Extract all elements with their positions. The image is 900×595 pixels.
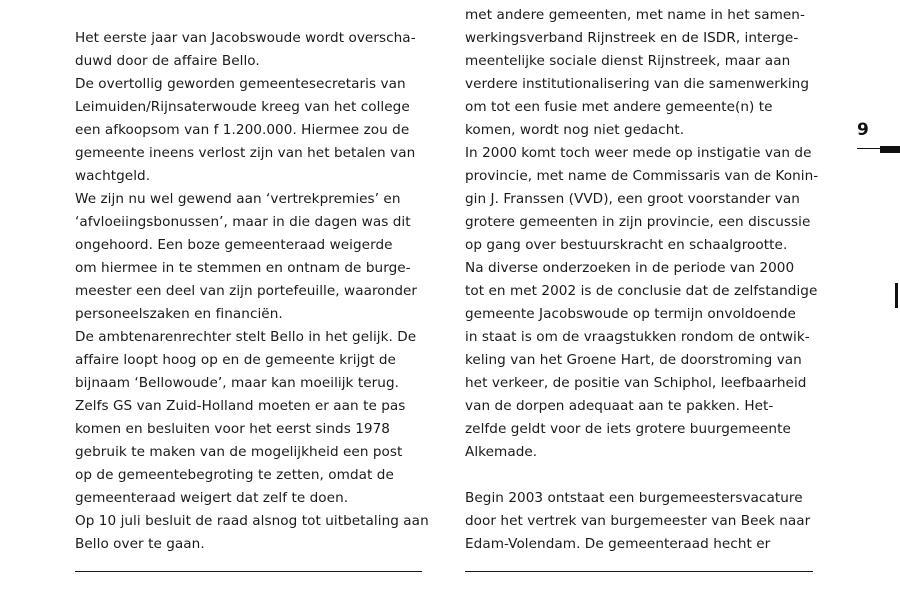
text-line: Leimuiden/Rijnsaterwoude kreeg van het college — [75, 99, 410, 115]
text-line: om hiermee in te stemmen en ontnam de burge- — [75, 260, 411, 276]
text-line: tot en met 2002 is de conclusie dat de zelfstandige — [465, 283, 818, 299]
text-line: gemeente ineens verlost zijn van het betalen van — [75, 145, 416, 161]
text-line: We zijn nu wel gewend aan ‘vertrekpremies’ en — [75, 191, 401, 207]
text-line: op gang over bestuurskracht en schaalgrootte. — [465, 237, 788, 253]
text-line: door het vertrek van burgemeester van Beek naar — [465, 513, 811, 529]
right-column-lines — [465, 0, 819, 556]
text-line: het verkeer, de positie van Schiphol, leefbaarheid — [465, 375, 807, 391]
left-text-column — [75, 0, 429, 556]
text-line: bijnaam ‘Bellowoude’, maar kan moeilijk terug. — [75, 375, 399, 391]
text-line: komen, wordt nog niet gedacht. — [465, 122, 685, 138]
text-line: ‘afvloeiingsbonussen’, maar in die dagen was dit — [75, 214, 411, 230]
text-line: meester een deel van zijn portefeuille, waaronder — [75, 283, 418, 299]
text-line: ongehoord. Een boze gemeenteraad weigerde — [75, 237, 393, 253]
text-line: een afkoopsom van f 1.200.000. Hiermee zou de — [75, 122, 410, 138]
text-line: Bello over te gaan. — [75, 536, 205, 552]
text-line: op de gemeentebegroting te zetten, omdat de — [75, 467, 394, 483]
text-line: zelfde geldt voor de iets grotere buurgemeente — [465, 421, 791, 437]
text-line: gemeenteraad weigert dat zelf te doen. — [75, 490, 349, 506]
text-line: Begin 2003 ontstaat een burgemeestersvacature — [465, 490, 803, 506]
right-text-column — [465, 0, 819, 556]
text-line: van de dorpen adequaat aan te pakken. Het- — [465, 398, 774, 414]
text-line: gebruik te maken van de mogelijkheid een post — [75, 444, 403, 460]
right-bottom-rule — [465, 571, 813, 572]
text-line: komen en besluiten voor het eerst sinds 1978 — [75, 421, 390, 437]
text-line: met andere gemeenten, met name in het samen- — [465, 7, 805, 23]
text-line: werkingsverband Rijnstreek en de ISDR, interge- — [465, 30, 799, 46]
text-line: meentelijke sociale dienst Rijnstreek, maar aan — [465, 53, 791, 69]
edge-tick-mark — [895, 283, 898, 308]
text-line: Het eerste jaar van Jacobswoude wordt overscha- — [75, 30, 416, 46]
text-line: personeelszaken en financiën. — [75, 306, 283, 322]
text-line: om tot een fusie met andere gemeente(n) te — [465, 99, 773, 115]
text-line: Na diverse onderzoeken in de periode van 2000 — [465, 260, 795, 276]
paragraph-gap — [465, 464, 813, 487]
left-bottom-rule — [75, 571, 422, 572]
text-line: Edam-Volendam. De gemeenteraad hecht er — [465, 536, 771, 552]
page-marker-block — [880, 146, 900, 153]
text-line: provincie, met name de Commissaris van de Konin- — [465, 168, 819, 184]
text-line: In 2000 komt toch weer mede op instigatie van de — [465, 145, 812, 161]
left-column-lines — [75, 0, 429, 556]
text-line: De ambtenarenrechter stelt Bello in het gelijk. De — [75, 329, 417, 345]
text-line: keling van het Groene Hart, de doorstroming van — [465, 352, 802, 368]
text-line: gemeente Jacobswoude op termijn onvoldoende — [465, 306, 796, 322]
text-line: Op 10 juli besluit de raad alsnog tot uitbetaling aan — [75, 513, 429, 529]
text-line: verdere institutionalisering van die samenwerking — [465, 76, 809, 92]
text-line: grotere gemeenten in zijn provincie, een discussie — [465, 214, 811, 230]
text-line: Zelfs GS van Zuid-Holland moeten er aan te pas — [75, 398, 406, 414]
text-line: Alkemade. — [465, 444, 538, 460]
text-line: wachtgeld. — [75, 168, 151, 184]
text-line: in staat is om de vraagstukken rondom de ontwik- — [465, 329, 810, 345]
text-line: duwd door de affaire Bello. — [75, 53, 260, 69]
page-number: 9 — [857, 120, 869, 140]
text-line: De overtollig geworden gemeentesecretaris van — [75, 76, 406, 92]
text-line: affaire loopt hoog op en de gemeente krijgt de — [75, 352, 396, 368]
text-line: gin J. Franssen (VVD), een groot voorstander van — [465, 191, 800, 207]
